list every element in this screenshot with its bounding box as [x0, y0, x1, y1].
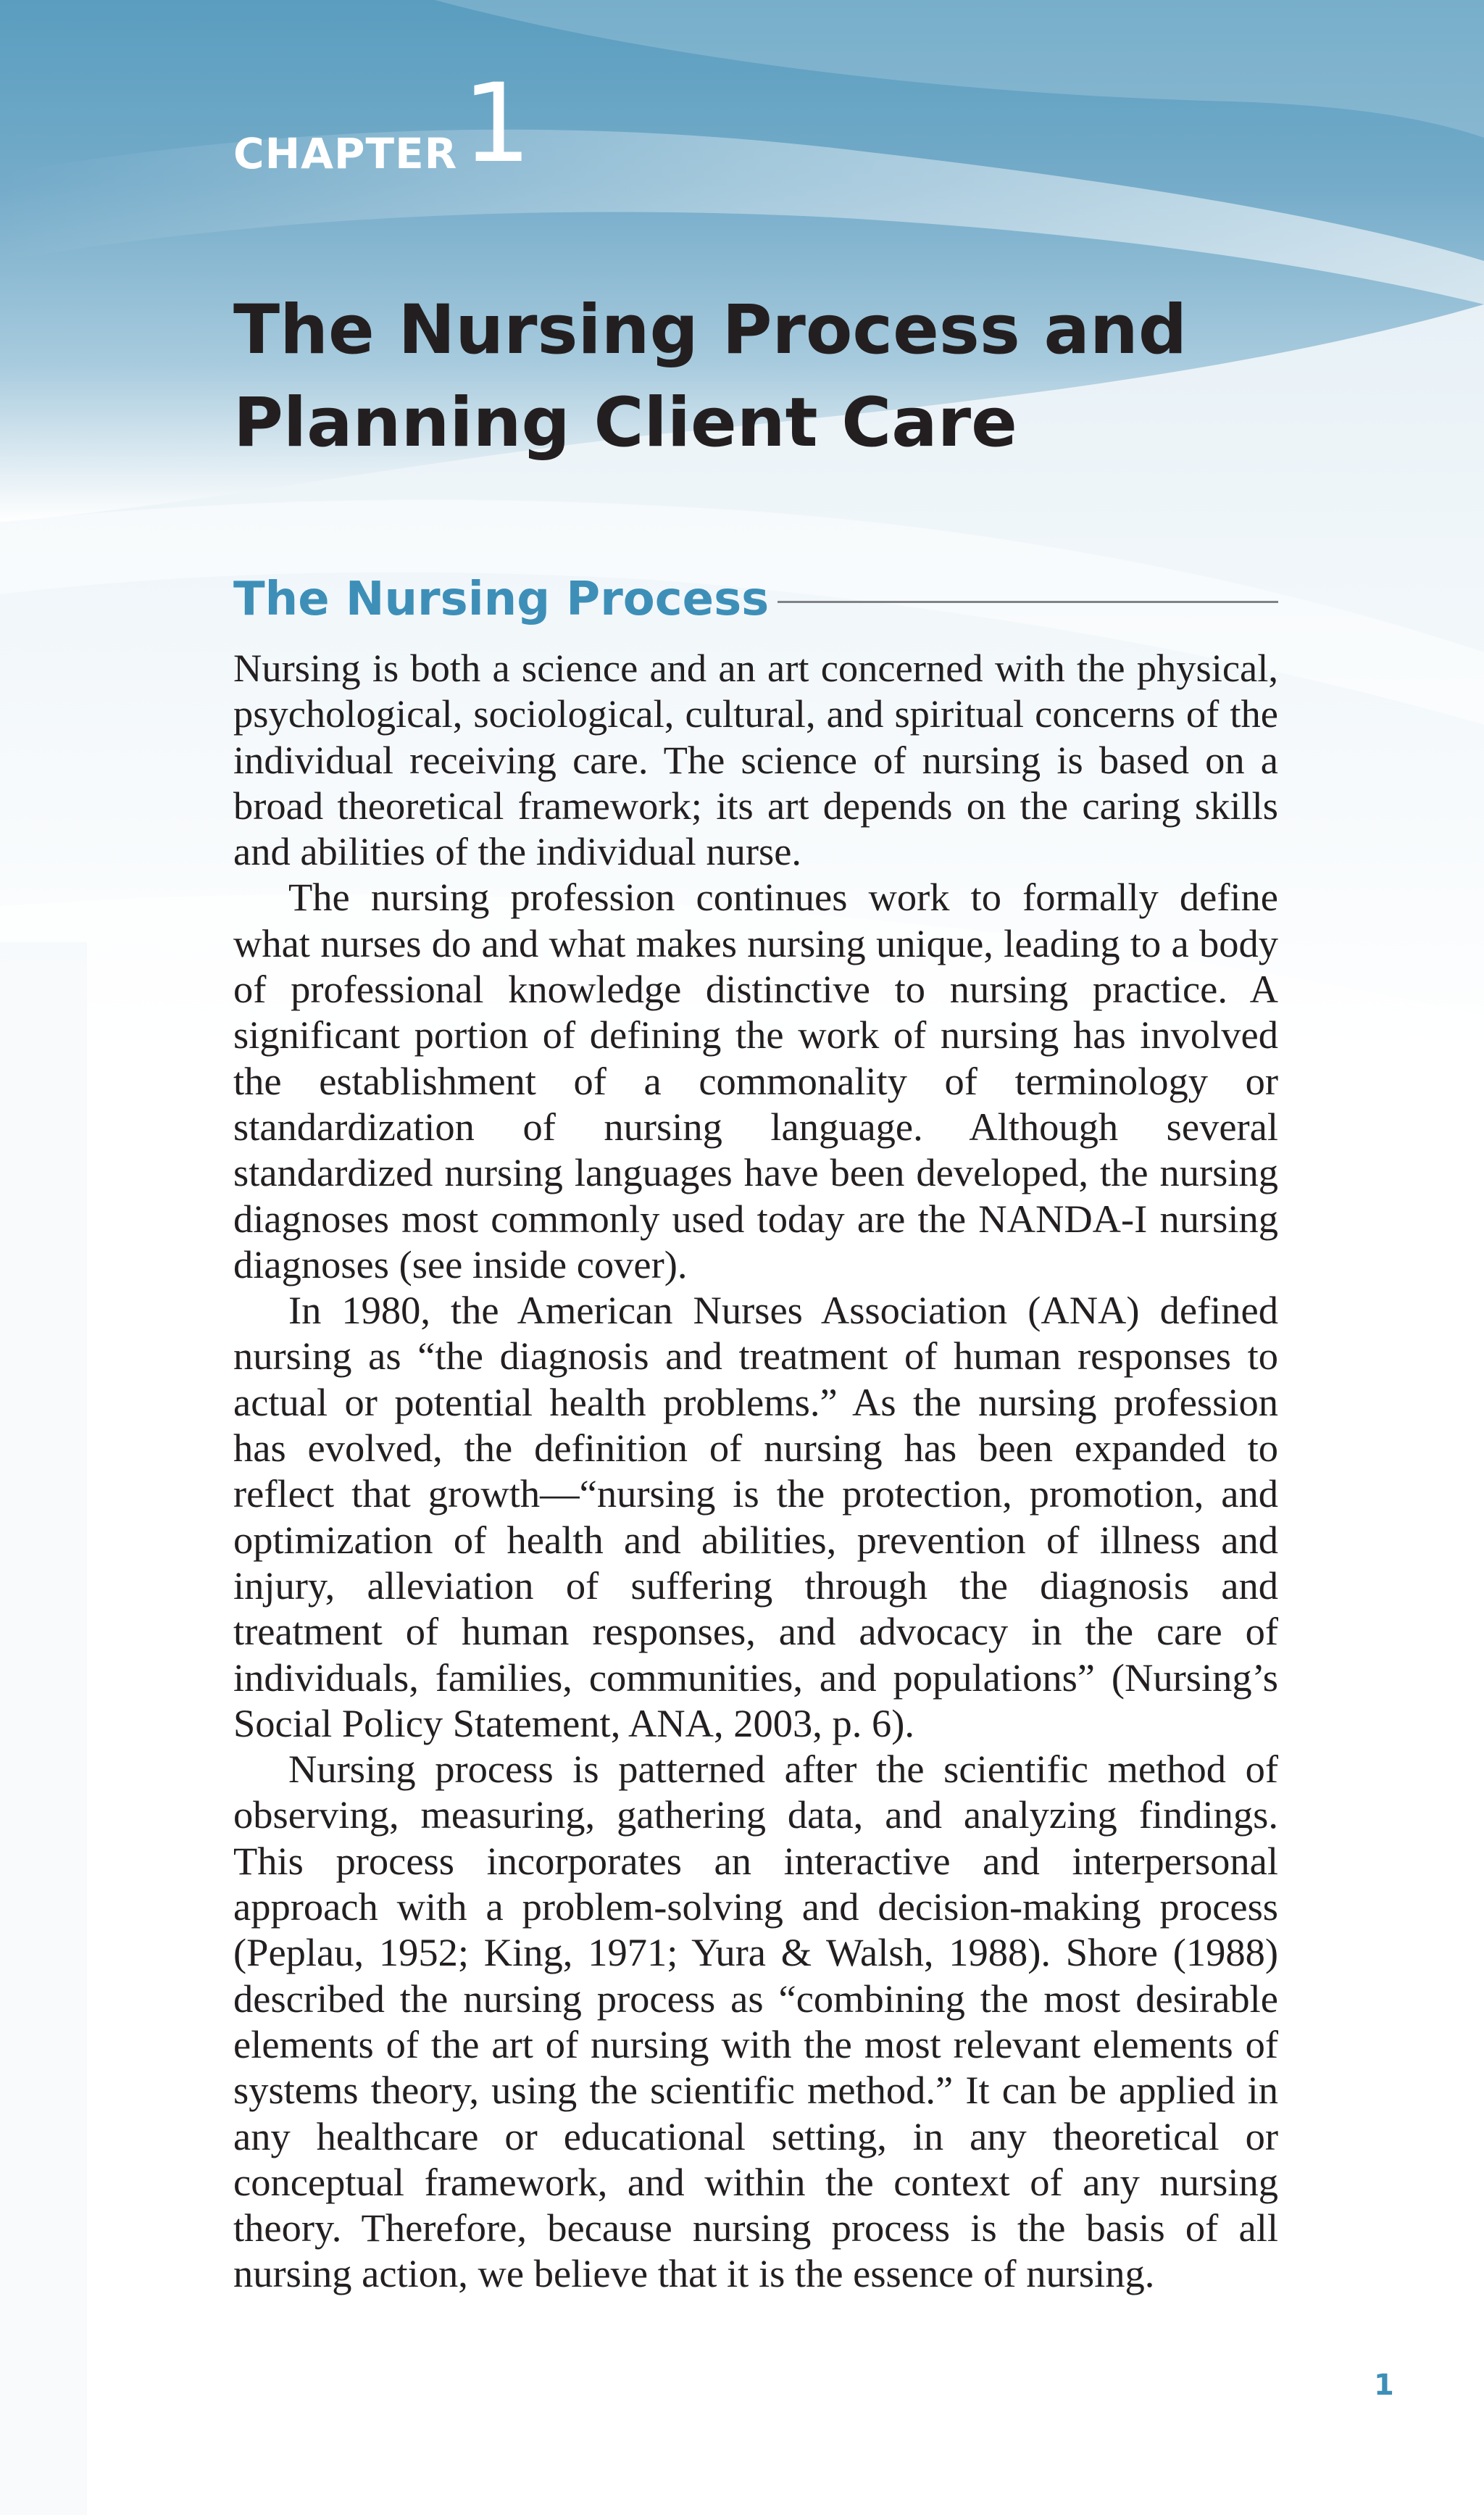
chapter-label: CHAPTER: [233, 129, 458, 178]
section-heading-text: The Nursing Process: [233, 573, 770, 626]
chapter-title-line-2: Planning Client Care: [233, 383, 1017, 462]
page-number: 1: [1374, 2369, 1394, 2402]
chapter-title: [233, 284, 1248, 470]
paragraph-3: In 1980, the American Nurses Association (ANA) defined nursing as “the diagnosis and treatment of human responses to actual or potential health problems.” As the nursing profession has evolved, the definition of nursing has been expanded to reflect that growth—“nursing is the protection, promotion, and optimization of health and abilities, prevention of illness and injury, alleviation of suffering through the diagnosis and treatment of human responses, and advocacy in the care of individuals, families, communities, and populations” (Nursing’s Social Policy Statement, ANA, 2003, p. 6).: [233, 1288, 1278, 1745]
chapter-number: 1: [462, 61, 532, 187]
section-heading-rule: [778, 601, 1278, 603]
paragraph-2: The nursing profession continues work to formally define what nurses do and what makes nursing unique, leading to a body of professional knowledge distinctive to nursing practice. A significant portion of defining the work of nursing has involved the establishment of a commonality of terminology or standardization of nursing language. Although several standardized nursing languages have been developed, the nursing diagnoses most commonly used today are the NANDA-I nursing diagnoses (see inside cover).: [233, 875, 1278, 1286]
paragraph-4: Nursing process is patterned after the scientific method of observing, measuring, gathering data, and analyzing findings. This process incorporates an interactive and interpersonal approach with a problem-solving and decision-making process (Peplau, 1952; King, 1971; Yura & Walsh, 1988). Shore (1988) described the nursing process as “combining the most desirable elements of the art of nursing with the most relevant elements of systems theory, using the scientific method.” It can be applied in any healthcare or educational setting, in any theoretical or conceptual framework, and within the context of any nursing theory. Therefore, because nursing process is the basis of all nursing action, we believe that it is the essence of nursing.: [233, 1747, 1278, 2296]
chapter-title-line-1: The Nursing Process and: [233, 291, 1188, 370]
paragraph-1: Nursing is both a science and an art concerned with the physical, psychological, sociological, cultural, and spiritual concerns of the individual receiving care. The science of nursing is based on a broad theoretical framework; its art depends on the caring skills and abilities of the individual nurse.: [233, 646, 1278, 874]
section-heading: [233, 573, 1278, 626]
body-text: [233, 645, 1278, 2297]
